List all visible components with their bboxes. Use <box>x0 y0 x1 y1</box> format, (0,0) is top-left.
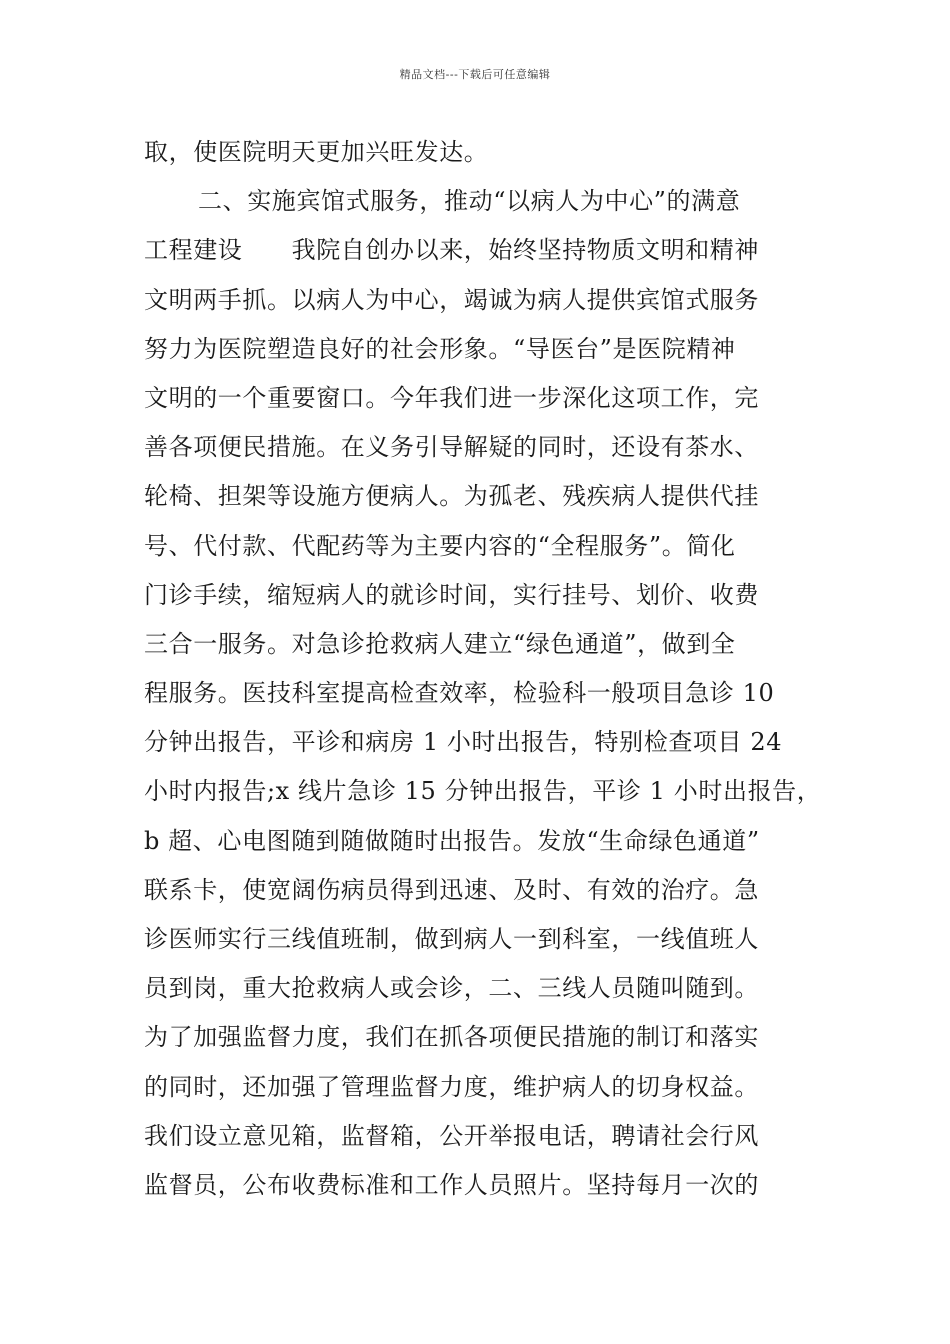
paragraph-line: 门诊手续，缩短病人的就诊时间，实行挂号、划价、收费 <box>144 580 759 609</box>
paragraph-line: 诊医师实行三线值班制，做到病人一到科室，一线值班人 <box>144 925 759 953</box>
paragraph-line: 我们设立意见箱，监督箱，公开举报电话，聘请社会行风 <box>144 1121 759 1150</box>
paragraph-line: 为了加强监督力度，我们在抓各项便民措施的制订和落实 <box>144 1023 759 1052</box>
paragraph-line: b 超、心电图随到随做随时出报告。发放“生命绿色通道” <box>144 826 760 855</box>
paragraph-line: 号、代付款、代配药等为主要内容的“全程服务”。简化 <box>144 531 736 560</box>
section-heading-line: 二、实施宾馆式服务，推动“以病人为中心”的满意 <box>198 187 741 216</box>
paragraph-line: 轮椅、担架等设施方便病人。为孤老、残疾病人提供代挂 <box>144 482 759 511</box>
paragraph-line: 文明两手抓。以病人为中心，竭诚为病人提供宾馆式服务 <box>144 285 759 314</box>
paragraph-line: 程服务。医技科室提高检查效率，检验科一般项目急诊 10 <box>144 679 775 708</box>
paragraph-line: 的同时，还加强了管理监督力度，维护病人的切身权益。 <box>144 1072 759 1101</box>
paragraph-line: 员到岗，重大抢救病人或会诊，二、三线人员随叫随到。 <box>144 974 759 1003</box>
paragraph-line: 工程建设 我院自创办以来，始终坚持物质文明和精神 <box>144 236 759 265</box>
paragraph-line: 文明的一个重要窗口。今年我们进一步深化这项工作，完 <box>144 383 759 412</box>
paragraph-line: 联系卡，使宽阔伤病员得到迅速、及时、有效的治疗。急 <box>144 875 759 904</box>
paragraph-line: 小时内报告;x 线片急诊 15 分钟出报告，平诊 1 小时出报告， <box>144 777 822 806</box>
paragraph-line: 监督员，公布收费标准和工作人员照片。坚持每月一次的 <box>144 1170 759 1199</box>
paragraph-line: 分钟出报告，平诊和病房 1 小时出报告，特别检查项目 24 <box>144 728 783 757</box>
body-text <box>144 128 824 1210</box>
paragraph-line: 善各项便民措施。在义务引导解疑的同时，还设有茶水、 <box>144 433 759 462</box>
paragraph-line: 取，使医院明天更加兴旺发达。 <box>144 138 489 166</box>
page-header: 精品文档---下载后可任意编辑 <box>399 68 551 81</box>
paragraph-line: 努力为医院塑造良好的社会形象。“导医台”是医院精神 <box>144 334 736 363</box>
paragraph-line: 三合一服务。对急诊抢救病人建立“绿色通道”，做到全 <box>144 629 736 658</box>
